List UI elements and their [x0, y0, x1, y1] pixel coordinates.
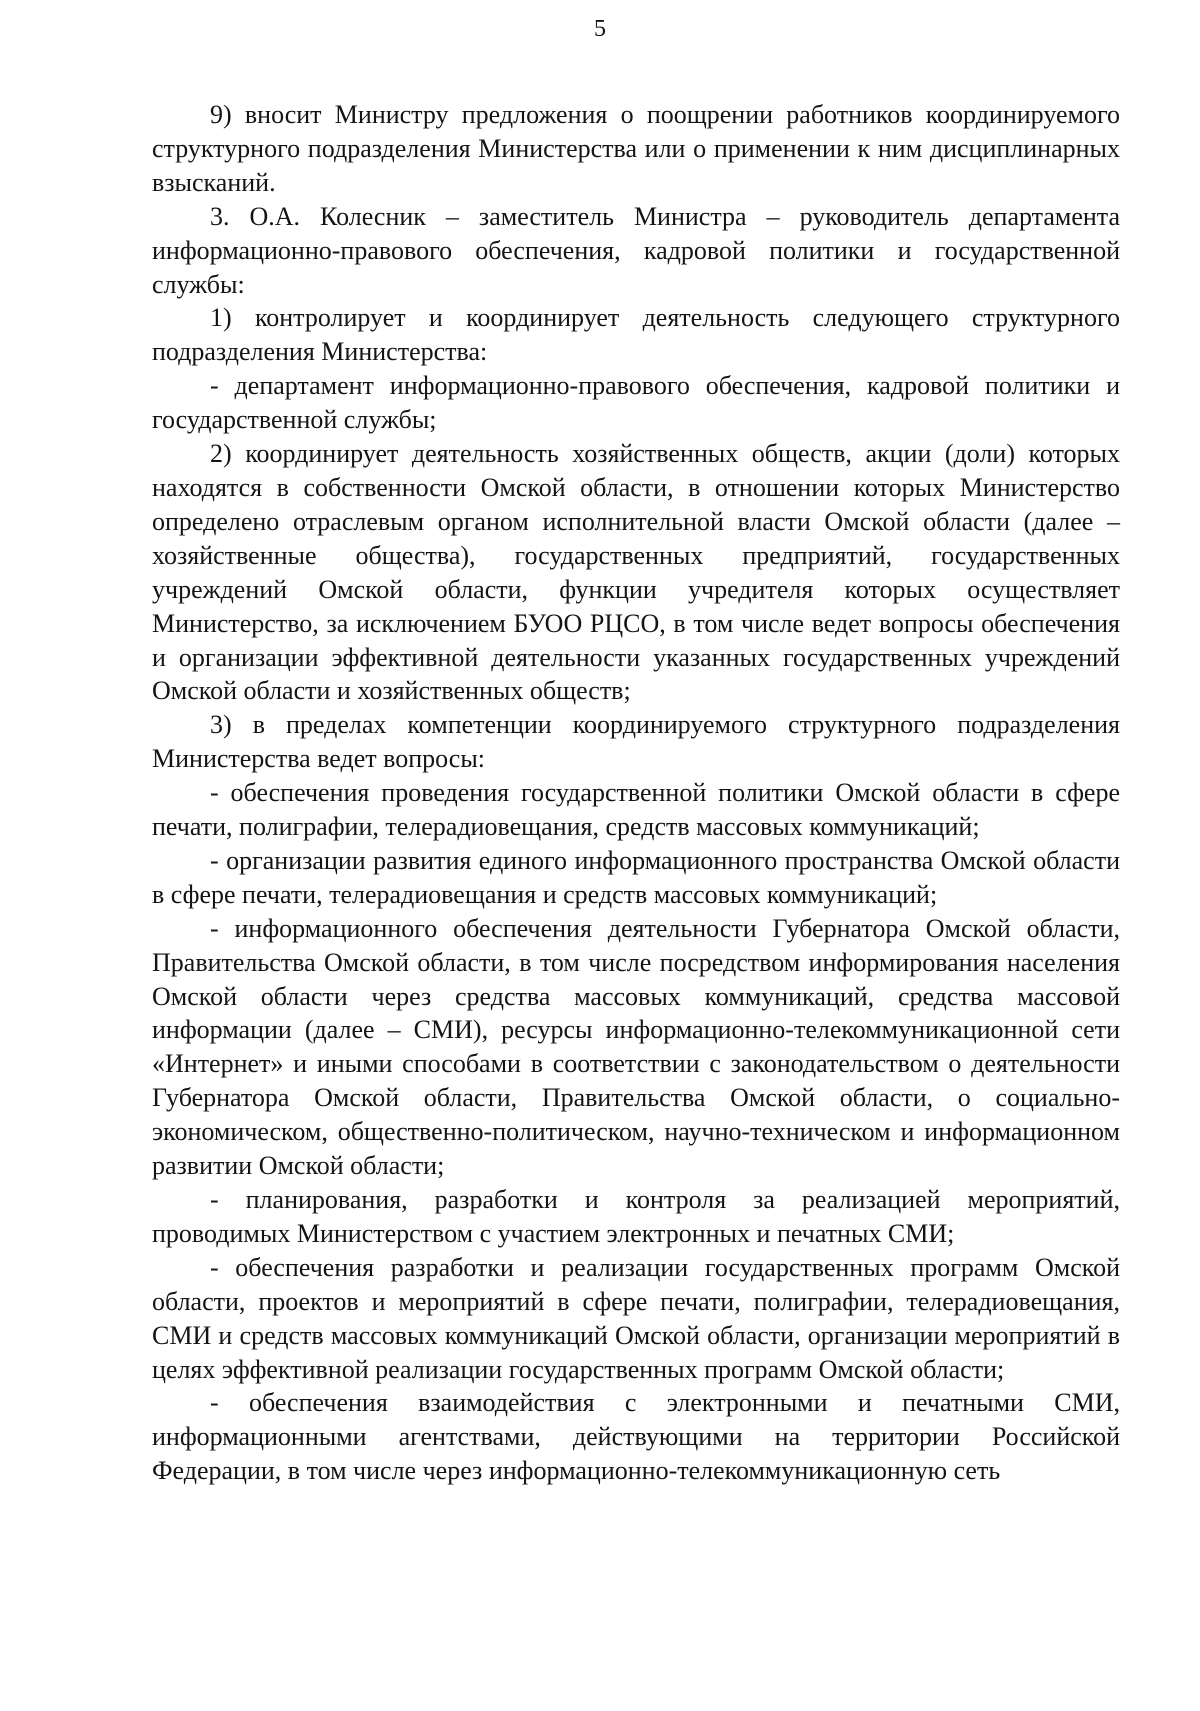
paragraph-dash-interaction: - обеспечения взаимодействия с электронными и печатными СМИ, информационными агентствами, действующими на территории Российской Федерации, в том числе через информационно-телекоммуникационную сеть — [152, 1388, 1120, 1486]
paragraph-item-1: 1) контролирует и координирует деятельность следующего структурного подразделения Министерства: — [152, 303, 1120, 367]
paragraph-item-9: 9) вносит Министру предложения о поощрении работников координируемого структурного подразделения Министерства или о применении к ним дисциплинарных взысканий. — [152, 100, 1120, 197]
paragraph-item-3: 3) в пределах компетенции координируемого структурного подразделения Министерства ведет вопросы: — [152, 710, 1120, 774]
paragraph-item-2: 2) координирует деятельность хозяйственных обществ, акции (доли) которых находятся в собственности Омской области, в отношении которых Министерство определено отраслевым органом исполнительной власти Омской области (далее – хозяйственные общества), государственных предприятий, государственных учреждений Омской области, функции учредителя которых осуществляет Министерство, за исключением БУОО РЦСО, в том числе ведет вопросы обеспечения и организации эффективной деятельности указанных государственных учреждений Омской области и хозяйственных обществ; — [152, 439, 1120, 706]
paragraph-section-3: 3. О.А. Колесник – заместитель Министра – руководитель департамента информационно-правового обеспечения, кадровой политики и государственной службы: — [152, 201, 1120, 299]
paragraph-dash-programs: - обеспечения разработки и реализации государственных программ Омской области, проектов и мероприятий в сфере печати, полиграфии, телерадиовещания, СМИ и средств массовых коммуникаций Омской области, организации мероприятий в целях эффективной реализации государственных программ Омской области; — [152, 1252, 1120, 1384]
paragraph-dash-policy: - обеспечения проведения государственной политики Омской области в сфере печати, полиграфии, телерадиовещания, средств массовых коммуникаций; — [152, 778, 1120, 842]
page-number: 5 — [594, 16, 606, 42]
paragraph-dash-planning: - планирования, разработки и контроля за реализацией мероприятий, проводимых Министерством с участием электронных и печатных СМИ; — [152, 1185, 1120, 1248]
paragraph-dash-info-support: - информационного обеспечения деятельности Губернатора Омской области, Правительства Омской области, в том числе посредством информирования населения Омской области через средства массовых коммуникаций, средства массовой информации (далее – СМИ), ресурсы информационно-телекоммуникационной сети «Интернет» и иными способами в соответствии с законодательством о деятельности Губернатора Омской области, Правительства Омской области, о социально-экономическом, общественно-политическом, научно-техническом и информационном развитии Омской области; — [152, 913, 1120, 1181]
paragraph-dash-department: - департамент информационно-правового обеспечения, кадровой политики и государственной службы; — [152, 371, 1120, 435]
paragraph-dash-info-space: - организации развития единого информационного пространства Омской области в сфере печати, телерадиовещания и средств массовых коммуникаций; — [152, 845, 1120, 909]
document-body — [152, 98, 1120, 1488]
